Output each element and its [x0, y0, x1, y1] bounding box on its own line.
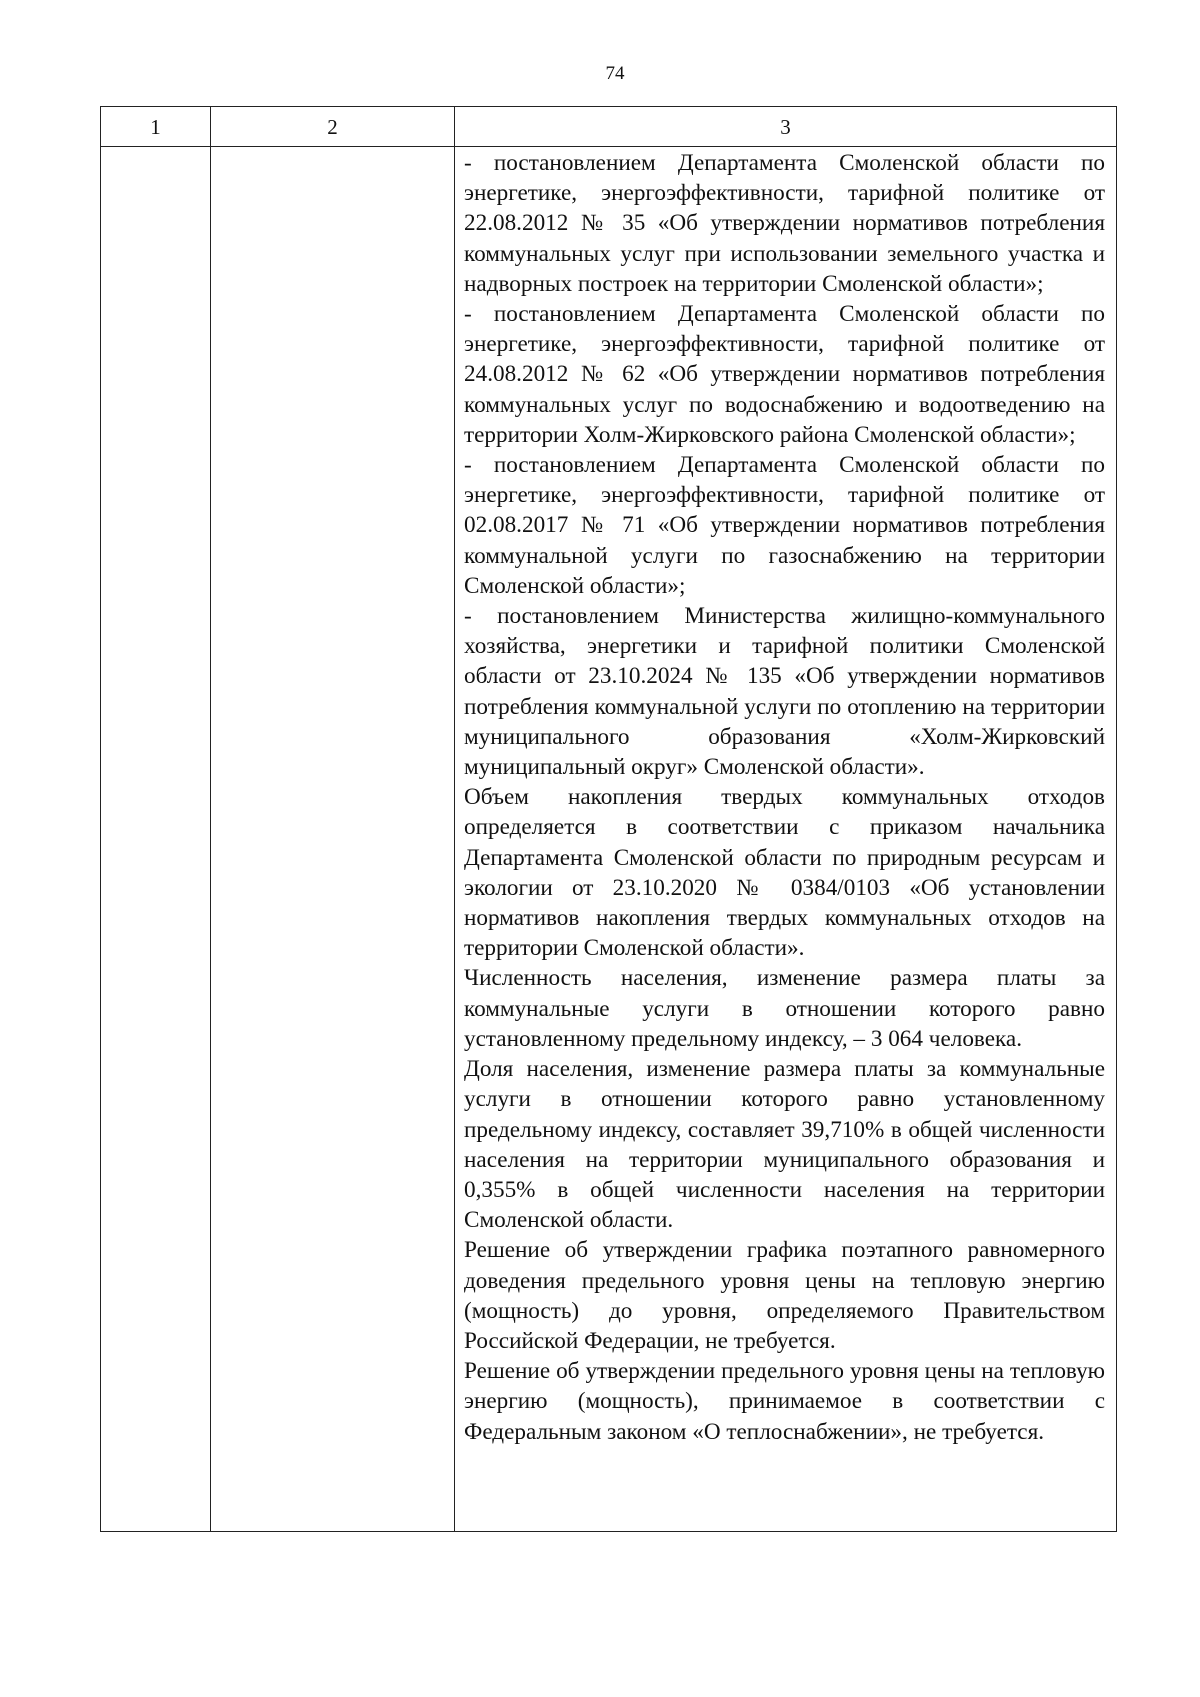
table-header-row: [101, 107, 1117, 147]
header-cell-2: 2: [211, 107, 455, 147]
document-table: [100, 106, 1117, 1532]
table-content-row: [101, 147, 1117, 1532]
paragraph-population-share: Доля населения, изменение размера платы за коммунальные услуги в отношении которого равно установленному предельному индексу, составляет 39,710% в общей численности населения на территории муниципального образования и 0,355% в общей численности населения на территории Смоленской области.: [464, 1056, 1105, 1234]
paragraph-resolution-35: - постановлением Департамента Смоленской области по энергетике, энергоэффективности, тарифной политике от 22.08.2012 № 35 «Об утверждении нормативов потребления коммунальных услуг при использовании земельного участка и надворных построек на территории Смоленской области»;: [464, 150, 1105, 297]
column-2-cell: [211, 147, 455, 1532]
column-3-cell: [455, 147, 1117, 1532]
paragraph-waste-volume: Объем накопления твердых коммунальных отходов определяется в соответствии с приказом начальника Департамента Смоленской области по природным ресурсам и экологии от 23.10.2020 № 0384/0103 «Об установлении нормативов накопления твердых коммунальных отходов на территории Смоленской области».: [464, 784, 1105, 962]
paragraph-population-count: Численность населения, изменение размера платы за коммунальные услуги в отношении которого равно установленному предельному индексу, – 3 064 человека.: [464, 965, 1105, 1052]
header-cell-1: 1: [101, 107, 211, 147]
paragraph-resolution-135: - постановлением Министерства жилищно-коммунального хозяйства, энергетики и тарифной политики Смоленской области от 23.10.2024 № 135 «Об утверждении нормативов потребления коммунальной услуги по отоплению на территории муниципального образования «Холм-Жирковский муниципальный округ» Смоленской области».: [464, 603, 1105, 781]
paragraph-price-level-decision: Решение об утверждении предельного уровня цены на тепловую энергию (мощность), принимаемое в соответствии с Федеральным законом «О теплоснабжении», не требуется.: [464, 1358, 1105, 1445]
header-cell-3: 3: [455, 107, 1117, 147]
paragraph-price-schedule-decision: Решение об утверждении графика поэтапного равномерного доведения предельного уровня цены на тепловую энергию (мощность) до уровня, определяемого Правительством Российской Федерации, не требуется.: [464, 1237, 1105, 1354]
page-number: 74: [605, 63, 625, 84]
column-1-cell: [101, 147, 211, 1532]
paragraph-resolution-71: - постановлением Департамента Смоленской области по энергетике, энергоэффективности, тарифной политике от 02.08.2017 № 71 «Об утверждении нормативов потребления коммунальной услуги по газоснабжению на территории Смоленской области»;: [464, 452, 1105, 599]
paragraph-resolution-62: - постановлением Департамента Смоленской области по энергетике, энергоэффективности, тарифной политике от 24.08.2012 № 62 «Об утверждении нормативов потребления коммунальных услуг по водоснабжению и водоотведению на территории Холм-Жирковского района Смоленской области»;: [464, 301, 1105, 448]
